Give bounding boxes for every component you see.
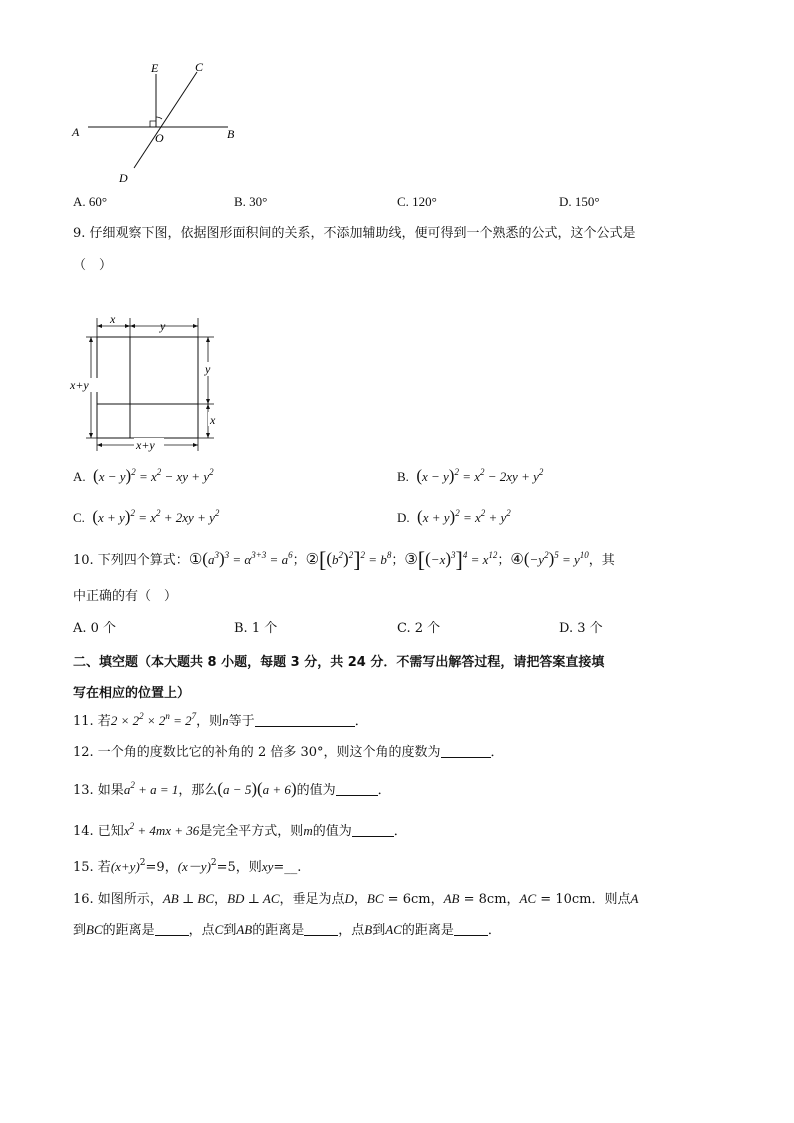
- q16-answer-blank-2[interactable]: [304, 922, 338, 936]
- q10-option-a: A. 0 个: [73, 621, 117, 636]
- q8-option-c: C. 120°: [397, 194, 437, 209]
- q12: 12. 一个角的度数比它的补角的 2 倍多 30°，则这个角的度数为 ．: [73, 745, 504, 760]
- q10-stem-line2: 中正确的有（ ）: [73, 589, 178, 604]
- q15: 15. 若$(x+y)^2=9$，$(x-y)^2=5$，则xy=__.: [73, 858, 302, 875]
- fig9-label-x-right: x: [210, 413, 216, 427]
- label-A: A: [72, 125, 80, 139]
- q10-option-b: B. 1 个: [234, 621, 278, 636]
- q9-option-d: D. $(x + y)^2 = x^2 + y^2$: [397, 507, 511, 526]
- q12-answer-blank[interactable]: [441, 744, 491, 758]
- q16-line2: 到BC的距离是 ，点C到AB的距离是 ，点B到AC的距离是 ．: [73, 922, 501, 938]
- q9-option-a: A. $(x - y)^2 = x^2$ − xy + $y^2$: [73, 466, 214, 485]
- q16-answer-blank-1[interactable]: [155, 922, 189, 936]
- label-O: O: [155, 131, 164, 145]
- section-2-title-line2: 写在相应的位置上）: [73, 686, 191, 701]
- fig9-label-y-right: y: [205, 362, 211, 376]
- q10-stem: 10. 下列四个算式：$①(a^3)^3 = \alpha^{3+3} = a^6$；$②[(b^2)^2]^2 = b^8$；$③[(-x)^3]^4 = x^{12}$；$④(-y^2)^5 = y^{10}$，其: [73, 547, 615, 572]
- q8-option-d: D. 150°: [559, 194, 600, 209]
- q13: 13. 如果$a^2 + a = 1$，那么(a − 5)(a + 6)的值为 ．: [73, 779, 391, 798]
- square-area-figure: [64, 310, 234, 455]
- angle-figure: [66, 58, 246, 188]
- q14: 14. 已知$x^2 + 4mx + 36$是完全平方式，则m的值为 ．: [73, 821, 407, 839]
- q9-option-c: C. $(x + y)^2 = x^2 + 2xy + y^2$: [73, 507, 220, 526]
- q9-paren: （ ）: [73, 258, 113, 273]
- label-D: D: [119, 171, 128, 185]
- q14-answer-blank[interactable]: [352, 823, 394, 837]
- section-2-title: 二、填空题（本大题共 8 小题，每题 3 分，共 24 分．不需写出解答过程，请把答案直接填: [73, 655, 605, 670]
- q16-answer-blank-3[interactable]: [454, 922, 488, 936]
- q13-answer-blank[interactable]: [336, 782, 378, 796]
- q9-option-b: B. $(x - y)^2 = x^2 - 2xy + y^2$: [397, 466, 544, 485]
- q16-line1: 16. 如图所示，AB ⊥ BC，BD ⊥ AC，垂足为点D，BC = 6cm，AB = 8cm，AC = 10cm．则点A: [73, 891, 639, 907]
- label-E: E: [151, 61, 159, 75]
- q8-option-a: A. 60°: [73, 194, 108, 209]
- q11: 11. 若$2 \times 2^2 \times 2^n = 2^7$，则n等于 ．: [73, 711, 368, 729]
- q8-option-b: B. 30°: [234, 194, 268, 209]
- q11-answer-blank[interactable]: [255, 713, 355, 727]
- fig9-label-bottom: x+y: [136, 438, 155, 452]
- fig9-label-left: x+y: [70, 378, 89, 392]
- q10-option-c: C. 2 个: [397, 621, 441, 636]
- fig9-label-x-top: x: [110, 312, 116, 326]
- q9-stem: 9. 仔细观察下图，依据图形面积间的关系，不添加辅助线，便可得到一个熟悉的公式，这个公式是: [73, 226, 636, 241]
- label-B: B: [227, 127, 235, 141]
- label-C: C: [195, 60, 204, 74]
- q10-option-d: D. 3 个: [559, 621, 603, 636]
- fig9-label-y-top: y: [160, 319, 166, 333]
